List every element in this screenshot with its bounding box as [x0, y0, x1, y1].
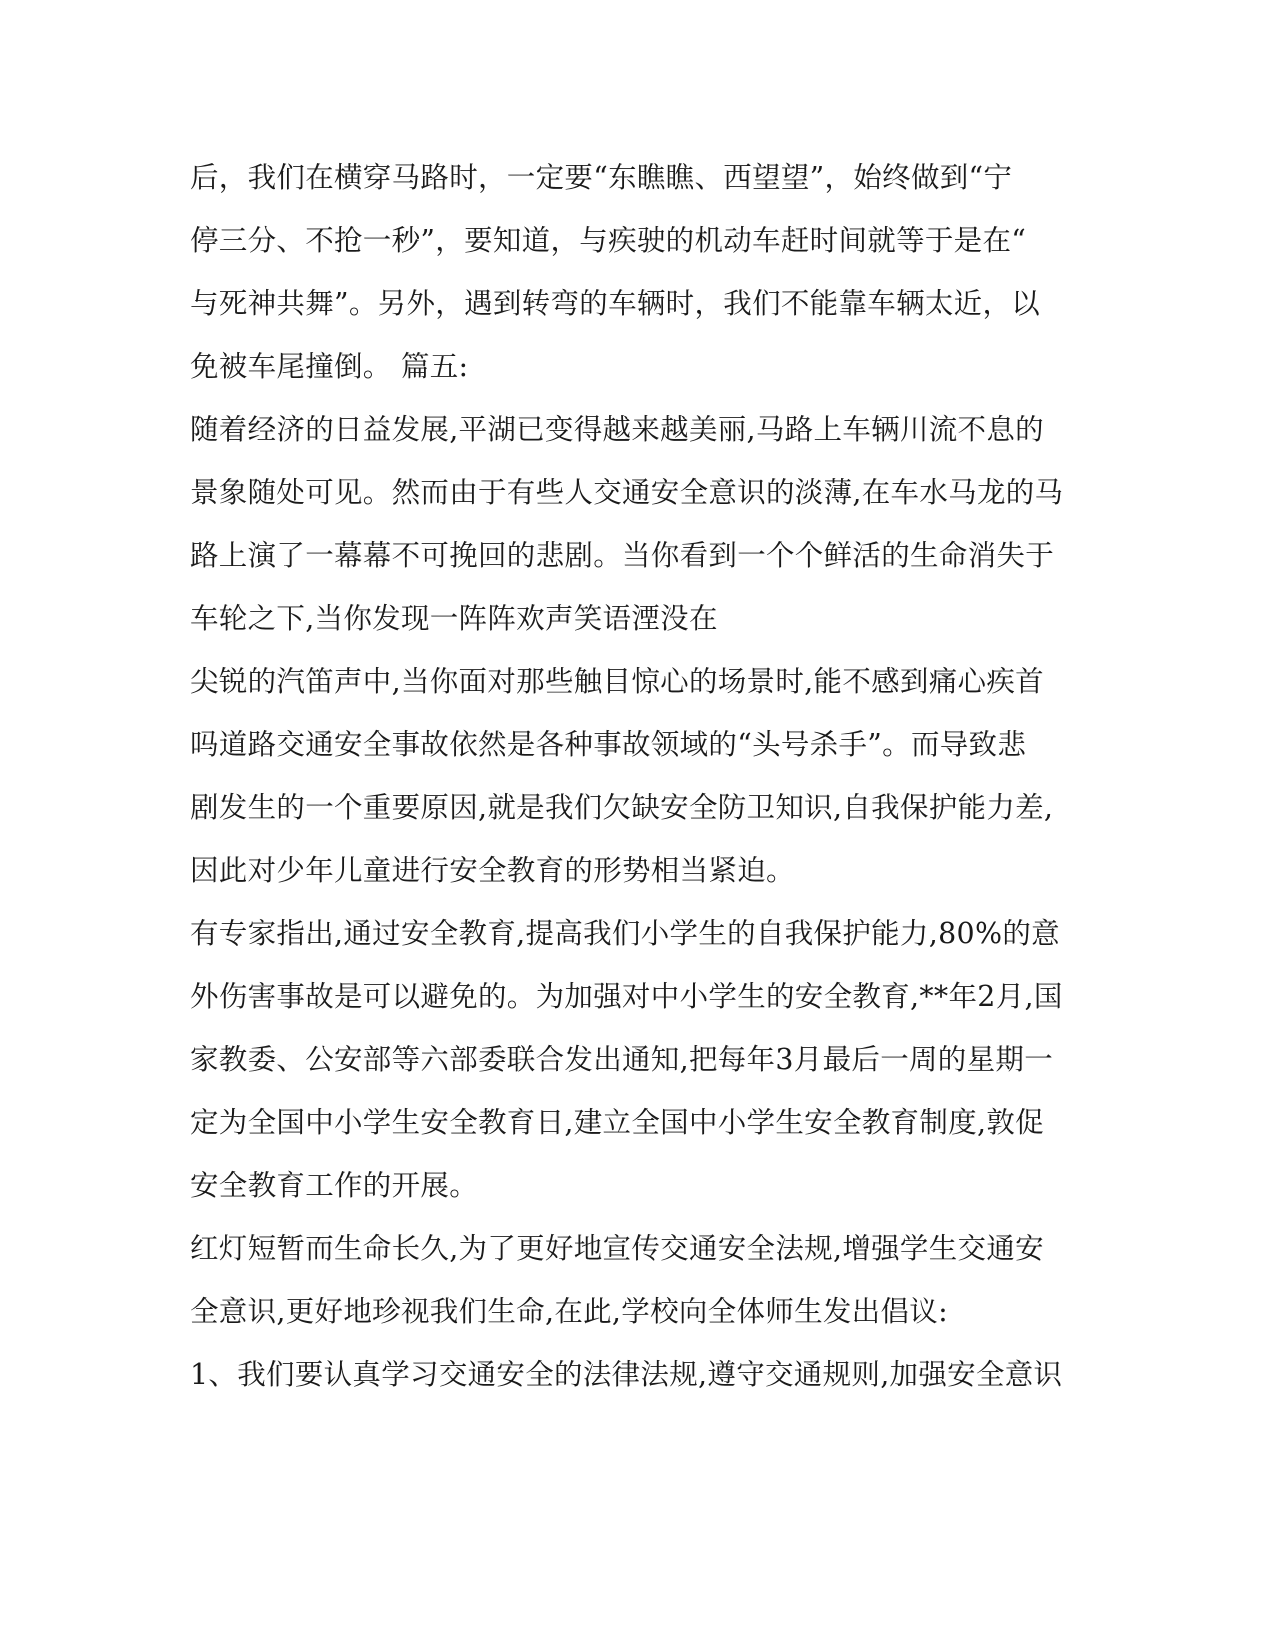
text-line: 家教委、公安部等六部委联合发出通知,把每年3月最后一周的星期一 — [190, 1043, 1053, 1076]
text-line: 免被车尾撞倒。 篇五: — [190, 350, 469, 383]
text-line: 因此对少年儿童进行安全教育的形势相当紧迫。 — [190, 854, 795, 887]
text-line: 吗道路交通安全事故依然是各种事故领域的“头号杀手”。而导致悲 — [190, 728, 1027, 761]
text-line: 红灯短暂而生命长久,为了更好地宣传交通安全法规,增强学生交通安 — [190, 1232, 1044, 1265]
text-line: 路上演了一幕幕不可挽回的悲剧。当你看到一个个鲜活的生命消失于 — [190, 539, 1055, 572]
text-line: 外伤害事故是可以避免的。为加强对中小学生的安全教育,**年2月,国 — [190, 980, 1063, 1013]
text-line: 停三分、不抢一秒”，要知道，与疾驶的机动车赶时间就等于是在“ — [190, 224, 1027, 257]
text-line: 后，我们在横穿马路时，一定要“东瞧瞧、西望望”，始终做到“宁 — [190, 161, 1013, 194]
text-line: 1、我们要认真学习交通安全的法律法规,遵守交通规则,加强安全意识 — [190, 1358, 1063, 1391]
text-line: 景象随处可见。然而由于有些人交通安全意识的淡薄,在车水马龙的马 — [190, 476, 1064, 509]
text-line: 车轮之下,当你发现一阵阵欢声笑语湮没在 — [190, 602, 718, 635]
text-line: 与死神共舞”。另外，遇到转弯的车辆时，我们不能靠车辆太近，以 — [190, 287, 1041, 320]
text-line: 定为全国中小学生安全教育日,建立全国中小学生安全教育制度,敦促 — [190, 1106, 1044, 1139]
text-line: 随着经济的日益发展,平湖已变得越来越美丽,马路上车辆川流不息的 — [190, 413, 1044, 446]
text-line: 全意识,更好地珍视我们生命,在此,学校向全体师生发出倡议: — [190, 1295, 948, 1328]
text-line: 安全教育工作的开展。 — [190, 1169, 479, 1202]
text-line: 尖锐的汽笛声中,当你面对那些触目惊心的场景时,能不感到痛心疾首 — [190, 665, 1044, 698]
text-line: 有专家指出,通过安全教育,提高我们小学生的自我保护能力,80%的意 — [190, 917, 1060, 950]
text-line: 剧发生的一个重要原因,就是我们欠缺安全防卫知识,自我保护能力差, — [190, 791, 1054, 824]
